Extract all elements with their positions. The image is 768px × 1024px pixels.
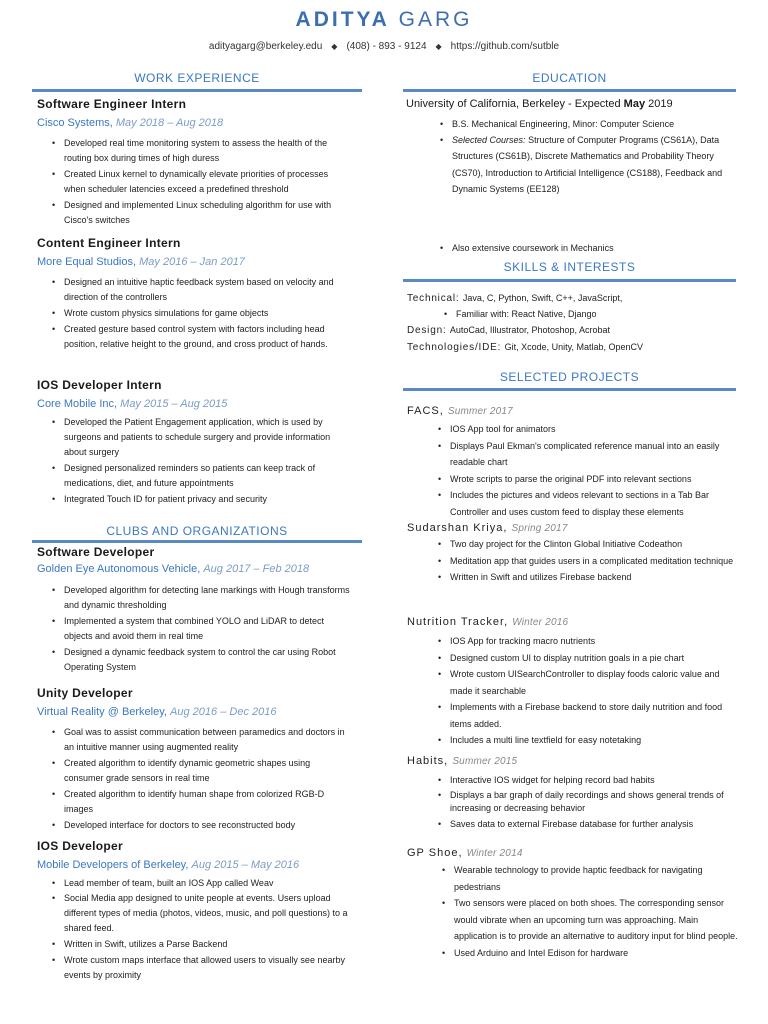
skill-familiar [444,306,724,323]
separator-diamond-icon: ◆ [435,42,442,51]
bullet: • Wrote custom UISearchController to display foods caloric value and made it searchable [438,666,738,699]
bullet: • Implements with a Firebase backend to store daily nutrition and food items added. [438,699,738,732]
project-bullets [438,421,738,520]
section-rule [403,388,736,391]
job-dates: May 2015 – Aug 2015 [120,398,228,410]
bullet: • Saves data to external Firebase database for further analysis [438,816,738,833]
job-bullets [52,275,352,352]
project-date: Spring 2017 [511,523,568,534]
section-title-skills: SKILLS & INTERESTS [503,260,636,274]
project-bullets [438,633,738,749]
project-name: Habits, [407,755,449,767]
last-name: GARG [398,8,473,31]
org-name: Golden Eye Autonomous Vehicle, [37,563,201,575]
project-bullets [438,772,738,832]
project-name: Sudarshan Kriya, [407,522,508,534]
bullet: • Wearable technology to provide haptic feedback for navigating pedestrians [442,862,738,895]
project-title [407,405,513,417]
github-link[interactable]: https://github.com/sutble [450,41,560,52]
org-name: Cisco Systems, [37,117,113,129]
bullet: • Includes the pictures and videos relevant to sections in a Tab Bar Controller and uses custom feed to display these elements [438,487,738,520]
school-name: of California, Berkeley - Expected [457,98,621,110]
job-org [37,117,223,129]
school-prefix: University [406,98,455,110]
bullet: • Displays a bar graph of daily recordings and shows general trends of increasing or decreasing behavior [438,789,738,815]
job-title: Software Engineer Intern [37,97,187,111]
project-name: FACS, [407,405,444,417]
bullet: • Goal was to assist communication between paramedics and doctors in an intuitive manner using augmented reality [52,725,352,755]
job-bullets [52,136,352,228]
courses-label: Selected Courses: [452,135,526,145]
education-bullets [440,116,730,197]
section-title-clubs: CLUBS AND ORGANIZATIONS [106,524,288,538]
club-bullets [52,725,352,833]
bullet: • Designed a dynamic feedback system to control the car using Robot Operating System [52,645,352,675]
club-org [37,563,309,575]
job-bullets [52,415,352,507]
job-title: IOS Developer Intern [37,378,162,392]
section-title-work: WORK EXPERIENCE [134,71,260,85]
skill-design [407,325,610,336]
project-bullets [438,536,738,586]
job-dates: May 2018 – Aug 2018 [115,117,224,129]
bullet: • Implemented a system that combined YOLO and LiDAR to detect objects and avoid them in real time [52,614,352,644]
skill-label: Design: [407,325,447,336]
project-title [407,522,568,534]
club-dates: Aug 2016 – Dec 2016 [170,706,277,718]
org-name: Core Mobile Inc, [37,398,118,410]
club-title: Unity Developer [37,686,133,700]
club-bullets [52,876,352,983]
courses [440,132,730,197]
job-dates: May 2016 – Jan 2017 [139,256,245,268]
bullet: • Created algorithm to identify human shape from colorized RGB-D images [52,787,352,817]
skill-technologies [407,342,643,353]
bullet: • Developed interface for doctors to see reconstructed body [52,818,352,833]
club-dates: Aug 2015 – May 2016 [191,859,300,871]
skill-technical [407,293,622,304]
school-line [406,98,673,110]
project-date: Winter 2014 [466,848,523,859]
first-name: ADITYA [295,8,390,31]
org-name: More Equal Studios, [37,256,137,268]
resume-name [0,8,768,32]
skill-value: AutoCad, Illustrator, Photoshop, Acrobat [449,325,611,335]
bullet: • Created Linux kernel to dynamically elevate priorities of processes when scheduler latencies exceed a predefined threshold [52,167,352,197]
project-date: Summer 2015 [452,756,518,767]
bullet: • Written in Swift, utilizes a Parse Backend [52,937,352,952]
bullet: • IOS App tool for animators [438,421,738,438]
bullet: • Includes a multi line textfield for easy notetaking [438,732,738,749]
courses-list: Structure of Computer Programs (CS61A), Data Structures (CS61B), Discrete Mathematics and Probability Theory (CS70), Introduction to Artificial Intelligence (CS188), Feedback and Dynamic Systems (EE128) [452,135,723,194]
project-bullets [442,862,738,961]
club-org [37,706,276,718]
email[interactable]: adityagarg@berkeley.edu [208,41,323,52]
skill-value: Git, Xcode, Unity, Matlab, OpenCV [504,342,643,352]
extra-coursework: • Also extensive coursework in Mechanics [440,240,730,257]
skill-value: Java, C, Python, Swift, C++, JavaScript, [462,293,623,303]
section-rule [32,540,362,543]
bullet: • Displays Paul Ekman's complicated reference manual into an easily readable chart [438,438,738,471]
project-name: GP Shoe, [407,847,463,859]
bullet: • Developed the Patient Engagement application, which is used by surgeons and patients to schedule surgery and provide information about surgery [52,415,352,460]
bullet: • Meditation app that guides users in a complicated meditation technique [438,553,738,570]
bullet: • Lead member of team, built an IOS App called Weav [52,876,352,891]
bullet: • Designed and implemented Linux scheduling algorithm for use with Cisco's switches [52,198,352,228]
bullet: • Social Media app designed to unite people at events. Users upload different types of media (photos, videos, music, and poll questions) to a shared feed. [52,891,352,936]
bullet: • Designed an intuitive haptic feedback system based on velocity and direction of the controllers [52,275,352,305]
club-title: Software Developer [37,545,155,559]
separator-diamond-icon: ◆ [331,42,338,51]
org-name: Virtual Reality @ Berkeley, [37,706,167,718]
skill-label: Technical: [407,293,460,304]
club-dates: Aug 2017 – Feb 2018 [203,563,310,575]
bullet: • Designed personalized reminders so patients can keep track of medications, diet, and future appointments [52,461,352,491]
degree: • B.S. Mechanical Engineering, Minor: Computer Science [440,116,730,132]
bullet: • Created gesture based control system with factors including head position, relative height to the ground, and cross product of hands. [52,322,352,352]
bullet: • Wrote custom physics simulations for game objects [52,306,352,321]
section-title-education: EDUCATION [532,71,607,85]
project-name: Nutrition Tracker, [407,616,509,628]
bullet: • Wrote custom maps interface that allowed users to visually see nearby events by proximity [52,953,352,983]
bullet: • Two sensors were placed on both shoes. The corresponding sensor would vibrate when an upcoming turn was approaching. Main application is to provide an alternative to auditory input for blind people. [442,895,738,945]
job-org [37,398,227,410]
bullet: • Developed algorithm for detecting lane markings with Hough transforms and dynamic thresholding [52,583,352,613]
job-org [37,256,245,268]
club-org [37,859,299,871]
club-title: IOS Developer [37,839,123,853]
job-title: Content Engineer Intern [37,236,181,250]
grad-month: May [623,98,646,110]
project-title [407,847,523,859]
grad-year: 2019 [648,98,673,110]
bullet: • Designed custom UI to display nutrition goals in a pie chart [438,650,738,667]
phone: (408) - 893 - 9124 [346,41,427,52]
contact-line [0,41,768,52]
section-title-projects: SELECTED PROJECTS [499,370,640,384]
project-date: Winter 2016 [512,617,569,628]
bullet: • IOS App for tracking macro nutrients [438,633,738,650]
skill-familiar-item: • Familiar with: React Native, Django [444,306,724,323]
education-extra [440,240,730,257]
club-bullets [52,583,352,675]
bullet: • Created algorithm to identify dynamic geometric shapes using consumer grade sensors in real time [52,756,352,786]
bullet: • Interactive IOS widget for helping record bad habits [438,772,738,789]
project-title [407,616,568,628]
bullet: • Used Arduino and Intel Edison for hardware [442,945,738,962]
skill-label: Technologies/IDE: [407,342,502,353]
bullet: • Wrote scripts to parse the original PDF into relevant sections [438,471,738,488]
bullet: • Integrated Touch ID for patient privacy and security [52,492,352,507]
org-name: Mobile Developers of Berkeley, [37,859,189,871]
section-rule [403,279,736,282]
section-rule [403,89,736,92]
bullet: • Two day project for the Clinton Global Initiative Codeathon [438,536,738,553]
project-date: Summer 2017 [447,406,513,417]
project-title [407,755,517,767]
bullet: • Developed real time monitoring system to assess the health of the routing box during times of high duress [52,136,352,166]
bullet: • Written in Swift and utilizes Firebase backend [438,569,738,586]
section-rule [32,89,362,92]
